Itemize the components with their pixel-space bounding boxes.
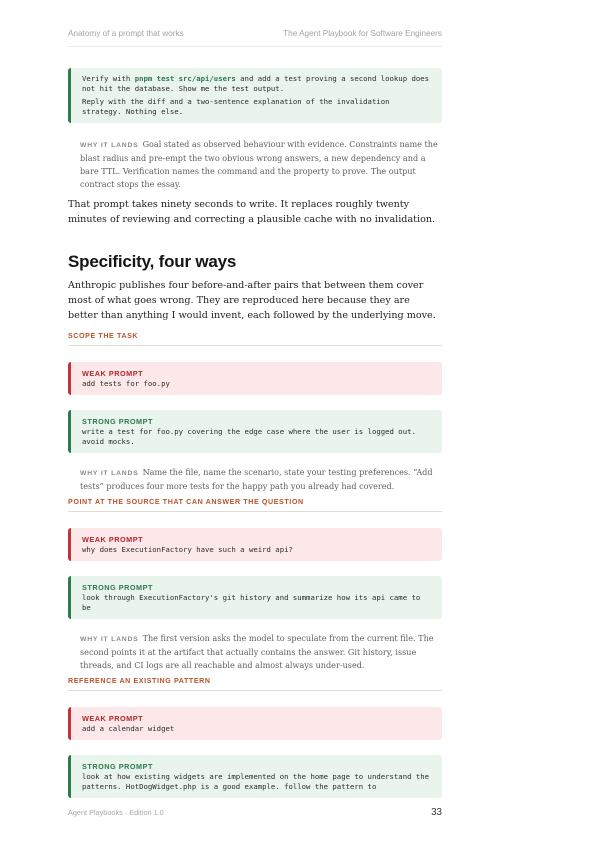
why-it-lands-label: WHY IT LANDS [80, 636, 139, 643]
why-it-lands-note [80, 138, 442, 191]
example-prompt-callout [68, 68, 442, 123]
example-prompt-line-1-pre: Verify with [82, 74, 135, 83]
footer-edition: Agent Playbooks · Edition 1.0 [68, 808, 164, 817]
weak-prompt-text: add a calendar widget [82, 724, 175, 733]
page-number: 33 [431, 807, 442, 818]
strong-prompt-label: STRONG PROMPT [82, 762, 153, 771]
why-it-lands-label: WHY IT LANDS [80, 470, 139, 477]
section-title: Specificity, four ways [68, 252, 237, 271]
strong-prompt-callout [68, 410, 442, 453]
strong-prompt-text: look through ExecutionFactory's git history and summarize how its api came to be [82, 593, 421, 612]
why-it-lands-note [80, 632, 442, 672]
strong-prompt-label: STRONG PROMPT [82, 417, 153, 426]
running-header [68, 29, 442, 38]
weak-prompt-callout [68, 528, 442, 561]
weak-prompt-text: add tests for foo.py [82, 379, 170, 388]
strong-prompt-text: look at how existing widgets are implemented on the home page to understand the patterns. HotDogWidget.php is a good example. follow the pattern to [82, 772, 430, 791]
subhead-scope-the-task: SCOPE THE TASK [68, 332, 442, 346]
weak-prompt-text: why does ExecutionFactory have such a weird api? [82, 545, 293, 554]
strong-prompt-callout [68, 755, 442, 798]
why-it-lands-note [80, 466, 442, 493]
strong-prompt-text: write a test for foo.py covering the edge case where the user is logged out. avoid mocks. [82, 427, 416, 446]
why-it-lands-label: WHY IT LANDS [80, 142, 139, 149]
weak-prompt-callout [68, 362, 442, 395]
example-prompt-line-1 [82, 74, 430, 94]
why-it-lands-text: Name the file, name the scenario, state your testing preferences. “Add tests” produces four more tests for the happy path you already had covered. [80, 467, 433, 491]
body-paragraph: That prompt takes ninety seconds to write. It replaces roughly twenty minutes of reviewing and correcting a plausible cache with no invalidation. [68, 199, 436, 225]
example-prompt-line-1-post: and add a test proving a second lookup does not hit the database. Show me the test output. [82, 74, 430, 93]
header-rule [68, 46, 442, 47]
page-content [68, 68, 442, 798]
weak-prompt-label: WEAK PROMPT [82, 369, 144, 378]
test-command: pnpm test src/api/users [134, 74, 236, 83]
strong-prompt-label: STRONG PROMPT [82, 583, 153, 592]
strong-prompt-callout [68, 576, 442, 619]
weak-prompt-callout [68, 707, 442, 740]
subhead-reference-pattern: REFERENCE AN EXISTING PATTERN [68, 677, 442, 691]
example-prompt-line-2: Reply with the diff and a two-sentence explanation of the invalidation strategy. Nothing else. [82, 97, 390, 116]
weak-prompt-label: WEAK PROMPT [82, 714, 144, 723]
running-header-book-title: The Agent Playbook for Software Engineers [283, 29, 442, 38]
page-footer [68, 807, 442, 818]
why-it-lands-text: The first version asks the model to speculate from the current file. The second points it at the artifact that actually contains the answer. Git history, issue threads, and CI logs are all reachable and almost always under-used. [80, 633, 434, 670]
subhead-point-at-source: POINT AT THE SOURCE THAT CAN ANSWER THE QUESTION [68, 498, 442, 512]
weak-prompt-label: WEAK PROMPT [82, 535, 144, 544]
running-header-chapter: Anatomy of a prompt that works [68, 29, 184, 38]
section-intro: Anthropic publishes four before-and-after pairs that between them cover most of what goes wrong. They are reproduced here because they are better than anything I would invent, each followed by the underlying move. [68, 280, 436, 321]
why-it-lands-text: Goal stated as observed behaviour with evidence. Constraints name the blast radius and pre-empt the two obvious wrong answers, a new dependency and a bare TTL. Verification names the command and the property to prove. The output contract stops the essay. [80, 139, 438, 189]
